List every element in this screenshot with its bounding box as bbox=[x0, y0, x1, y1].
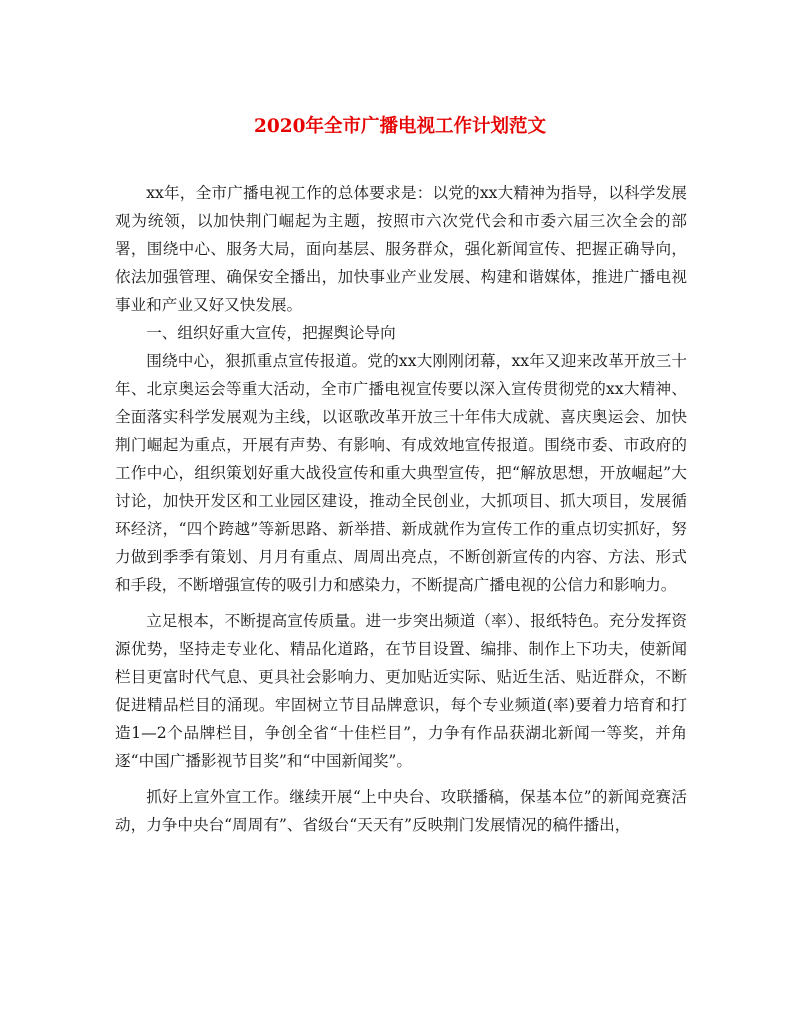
section-heading-1: 一、组织好重大宣传，把握舆论导向 bbox=[146, 324, 396, 342]
paragraph-intro: xx年，全市广播电视工作的总体要求是：以党的xx大精神为指导，以科学发展观为统领，以加快荆门崛起为主题，按照市六次党代会和市委六届三次全会的部署，围绕中心、服务大局，面向基层、服务群众，强化新闻宣传、把握正确导向，依法加强管理、确保安全播出，加快事业产业发展、构建和谐媒体，推进广播电视事业和产业又好又快发展。 bbox=[115, 184, 687, 314]
paragraph-external-publicity: 抓好上宣外宣工作。继续开展“上中央台、攻联播稿，保基本位”的新闻竞赛活动，力争中央台“周周有”、省级台“天天有”反映荆门发展情况的稿件播出， bbox=[115, 788, 687, 834]
paragraph-key-publicity: 围绕中心，狠抓重点宣传报道。党的xx大刚刚闭幕，xx年又迎来改革开放三十年、北京奥运会等重大活动，全市广播电视宣传要以深入宣传贯彻党的xx大精神、全面落实科学发展观为主线，以讴歌改革开放三十年伟大成就、喜庆奥运会、加快荆门崛起为重点，开展有声势、有影响、有成效地宣传报道。围绕市委、市政府的工作中心，组织策划好重大战役宣传和重大典型宣传，把“解放思想，开放崛起”大讨论，加快开发区和工业园区建设，推动全民创业，大抓项目、抓大项目，发展循环经济，“四个跨越”等新思路、新举措、新成就作为宣传工作的重点切实抓好，努力做到季季有策划、月月有重点、周周出亮点，不断创新宣传的内容、方法、形式和手段，不断增强宣传的吸引力和感染力，不断提高广播电视的公信力和影响力。 bbox=[115, 352, 687, 594]
paragraph-quality: 立足根本，不断提高宣传质量。进一步突出频道（率）、报纸特色。充分发挥资源优势，坚持走专业化、精品化道路，在节目设置、编排、制作上下功夫，使新闻栏目更富时代气息、更具社会影响力、更加贴近实际、贴近生活、贴近群众，不断促进精品栏目的涌现。牢固树立节目品牌意识，每个专业频道(率)要着力培育和打造1—2个品牌栏目，争创全省“十佳栏目”，力争有作品获湖北新闻一等奖，并角逐“中国广播影视节目奖”和“中国新闻奖”。 bbox=[115, 612, 687, 770]
document-title: 2020年全市广播电视工作计划范文 bbox=[254, 116, 546, 137]
document-body bbox=[115, 179, 687, 839]
